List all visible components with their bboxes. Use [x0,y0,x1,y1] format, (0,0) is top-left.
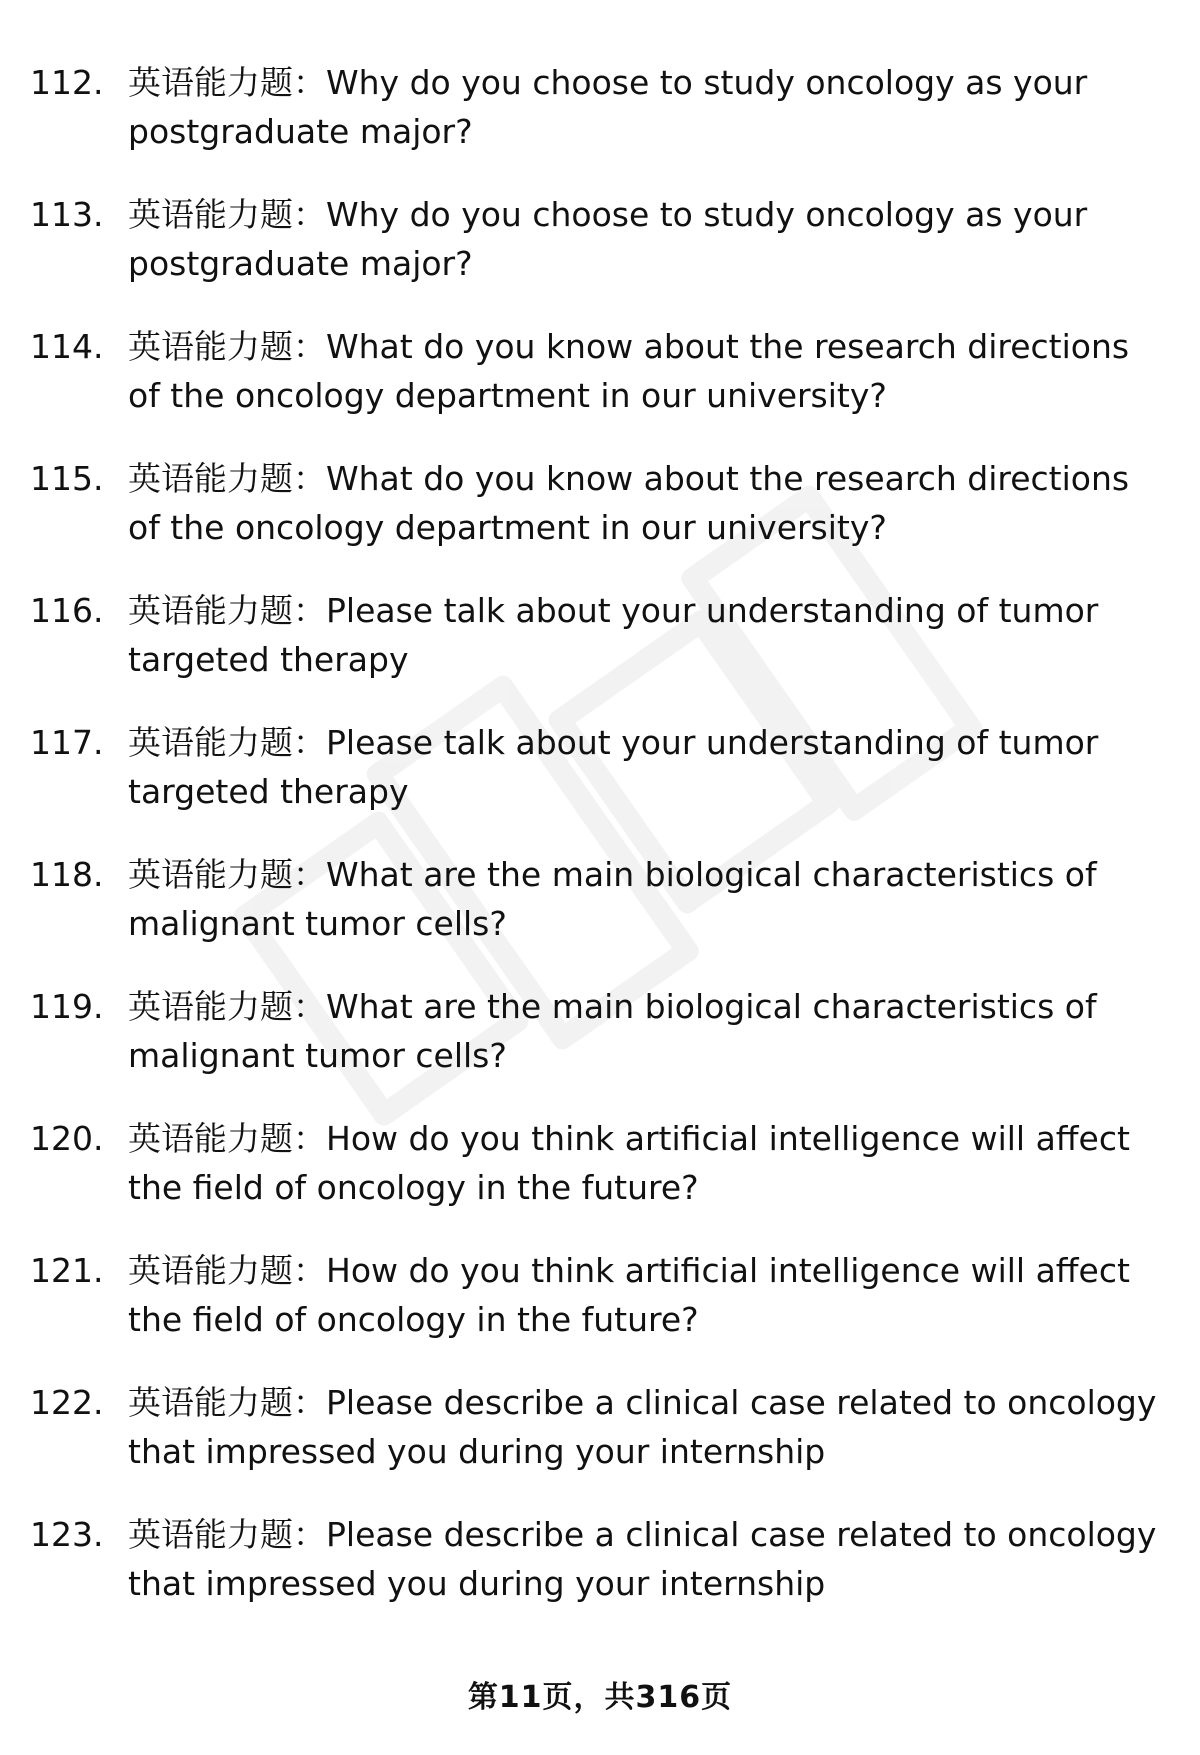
list-item [30,1246,1160,1378]
question-text [128,1378,1158,1476]
question-category: 英语能力题： [128,195,326,234]
question-body: What are the main biological characteristics of malignant tumor cells? [128,987,1097,1075]
question-body: Please talk about your understanding of tumor targeted therapy [128,591,1099,679]
question-category: 英语能力题： [128,63,326,102]
question-category: 英语能力题： [128,987,326,1026]
question-body: How do you think artificial intelligence will affect the field of oncology in the future? [128,1251,1130,1339]
question-text [128,586,1158,684]
question-number: 120. [30,1119,104,1158]
list-item [30,1510,1160,1642]
question-body: How do you think artificial intelligence will affect the field of oncology in the future? [128,1119,1130,1207]
question-number: 118. [30,855,104,894]
list-item [30,190,1160,322]
question-category: 英语能力题： [128,723,326,762]
question-body: Please describe a clinical case related to oncology that impressed you during your internship [128,1383,1157,1471]
question-body: Please talk about your understanding of tumor targeted therapy [128,723,1099,811]
question-body: What do you know about the research directions of the oncology department in our university? [128,459,1130,547]
question-category: 英语能力题： [128,855,326,894]
question-text [128,322,1158,420]
list-item [30,586,1160,718]
question-category: 英语能力题： [128,1515,326,1554]
question-category: 英语能力题： [128,1251,326,1290]
question-category: 英语能力题： [128,591,326,630]
question-text [128,982,1158,1080]
question-number: 119. [30,987,104,1026]
question-number: 116. [30,591,104,630]
question-body: Why do you choose to study oncology as your postgraduate major? [128,195,1088,283]
question-number: 115. [30,459,104,498]
question-body: What do you know about the research directions of the oncology department in our university? [128,327,1130,415]
question-number: 123. [30,1515,104,1554]
question-body: Please describe a clinical case related to oncology that impressed you during your internship [128,1515,1157,1603]
question-text [128,58,1158,156]
question-number: 113. [30,195,104,234]
list-item [30,322,1160,454]
question-text [128,190,1158,288]
question-text [128,454,1158,552]
question-number: 121. [30,1251,104,1290]
question-text [128,1114,1158,1212]
question-body: Why do you choose to study oncology as your postgraduate major? [128,63,1088,151]
question-category: 英语能力题： [128,459,326,498]
question-number: 117. [30,723,104,762]
list-item [30,982,1160,1114]
question-body: What are the main biological characteristics of malignant tumor cells? [128,855,1097,943]
list-item [30,1114,1160,1246]
question-text [128,718,1158,816]
question-text [128,1510,1158,1608]
question-number: 122. [30,1383,104,1422]
list-item [30,1378,1160,1510]
list-item [30,454,1160,586]
question-category: 英语能力题： [128,1119,326,1158]
question-text [128,1246,1158,1344]
question-text [128,850,1158,948]
list-item [30,850,1160,982]
question-category: 英语能力题： [128,1383,326,1422]
question-number: 112. [30,63,104,102]
page-indicator: 第11页，共316页 [467,1680,733,1715]
list-item [30,58,1160,190]
question-number: 114. [30,327,104,366]
question-list [30,58,1160,1642]
question-category: 英语能力题： [128,327,326,366]
list-item [30,718,1160,850]
